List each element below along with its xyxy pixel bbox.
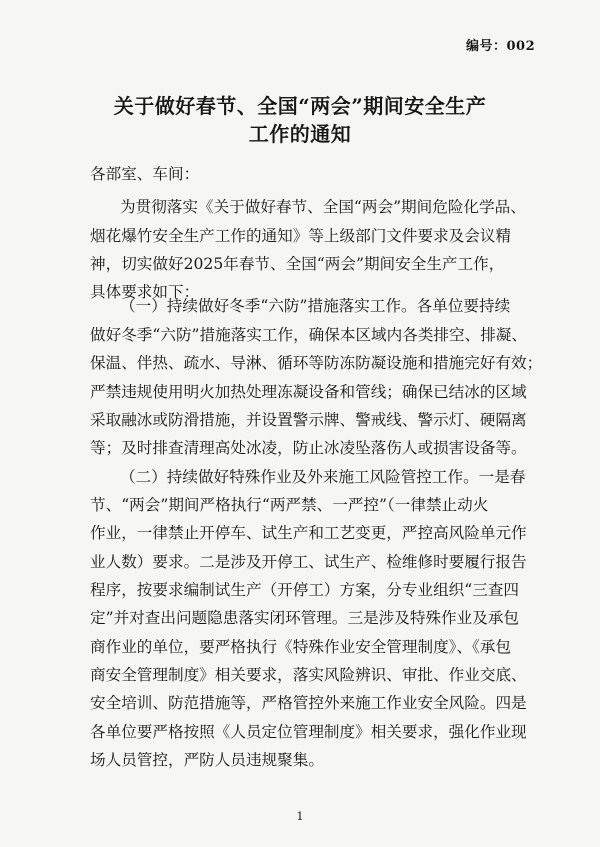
paragraph-3-line-7: 商作业的单位，要严格执行《特殊作业安全管理制度》、《承包 (90, 638, 512, 656)
paragraph-3-line-2: 节、“两会”期间严格执行“两严禁、一严控”（一律禁止动火 (90, 496, 489, 514)
paragraph-3-line-10: 各单位要严格按照《人员定位管理制度》相关要求，强化作业现 (90, 723, 527, 741)
paragraph-1-line-3: 神，切实做好2025年春节、全国“两会”期间安全生产工作， (90, 255, 505, 273)
page-number: 1 (296, 810, 304, 823)
paragraph-2-line-3: 保温、伴热、疏水、导淋、循环等防冻防凝设施和措施完好有效； (90, 354, 543, 372)
paragraph-1-line-2: 烟花爆竹安全生产工作的通知》等上级部门文件要求及会议精 (90, 227, 512, 245)
paragraph-3-line-9: 安全培训、防范措施等，严格管控外来施工作业安全风险。四是 (90, 694, 527, 712)
document-title-line-2: 工作的通知 (248, 122, 352, 146)
paragraph-1-line-1: 为贯彻落实《关于做好春节、全国“两会”期间危险化学品、 (120, 198, 526, 216)
paragraph-3-line-3: 作业，一律禁止开停车、试生产和工艺变更，严控高风险单元作 (90, 524, 527, 542)
paragraph-3-line-1: （二）持续做好特殊作业及外来施工风险管控工作。一是春 (120, 468, 526, 486)
paragraph-1-line-4: 具体要求如下： (90, 283, 200, 301)
salutation: 各部室、车间： (90, 165, 200, 183)
paragraph-3-line-11: 场人员管控，严防人员违规聚集。 (90, 751, 324, 769)
paragraph-2-line-1: （一）持续做好冬季“六防”措施落实工作。各单位要持续 (120, 297, 511, 315)
paragraph-2-line-4: 严禁违规使用明火加热处理冻凝设备和管线；确保已结冰的区域 (90, 383, 527, 401)
paragraph-3-line-4: 业人数）要求。二是涉及开停工、试生产、检维修时要履行报告 (90, 553, 527, 571)
paragraph-2-line-2: 做好冬季“六防”措施落实工作，确保本区域内各类排空、排凝、 (90, 326, 527, 344)
paragraph-2-line-5: 采取融冰或防滑措施，并设置警示牌、警戒线、警示灯、硬隔离 (90, 411, 527, 429)
paragraph-3-line-6: 定”并对查出问题隐患落实闭环管理。三是涉及特殊作业及承包 (90, 609, 520, 627)
paragraph-3-line-5: 程序，按要求编制试生产（开停工）方案，分专业组织“三查四 (90, 581, 520, 599)
document-title-line-1: 关于做好春节、全国“两会”期间安全生产 (113, 94, 487, 118)
paragraph-2-line-6: 等；及时排查清理高处冰凌，防止冰凌坠落伤人或损害设备等。 (90, 439, 527, 457)
document-number: 编号：002 (466, 39, 536, 54)
paragraph-3-line-8: 商安全管理制度》相关要求，落实风险辨识、审批、作业交底、 (90, 666, 527, 684)
